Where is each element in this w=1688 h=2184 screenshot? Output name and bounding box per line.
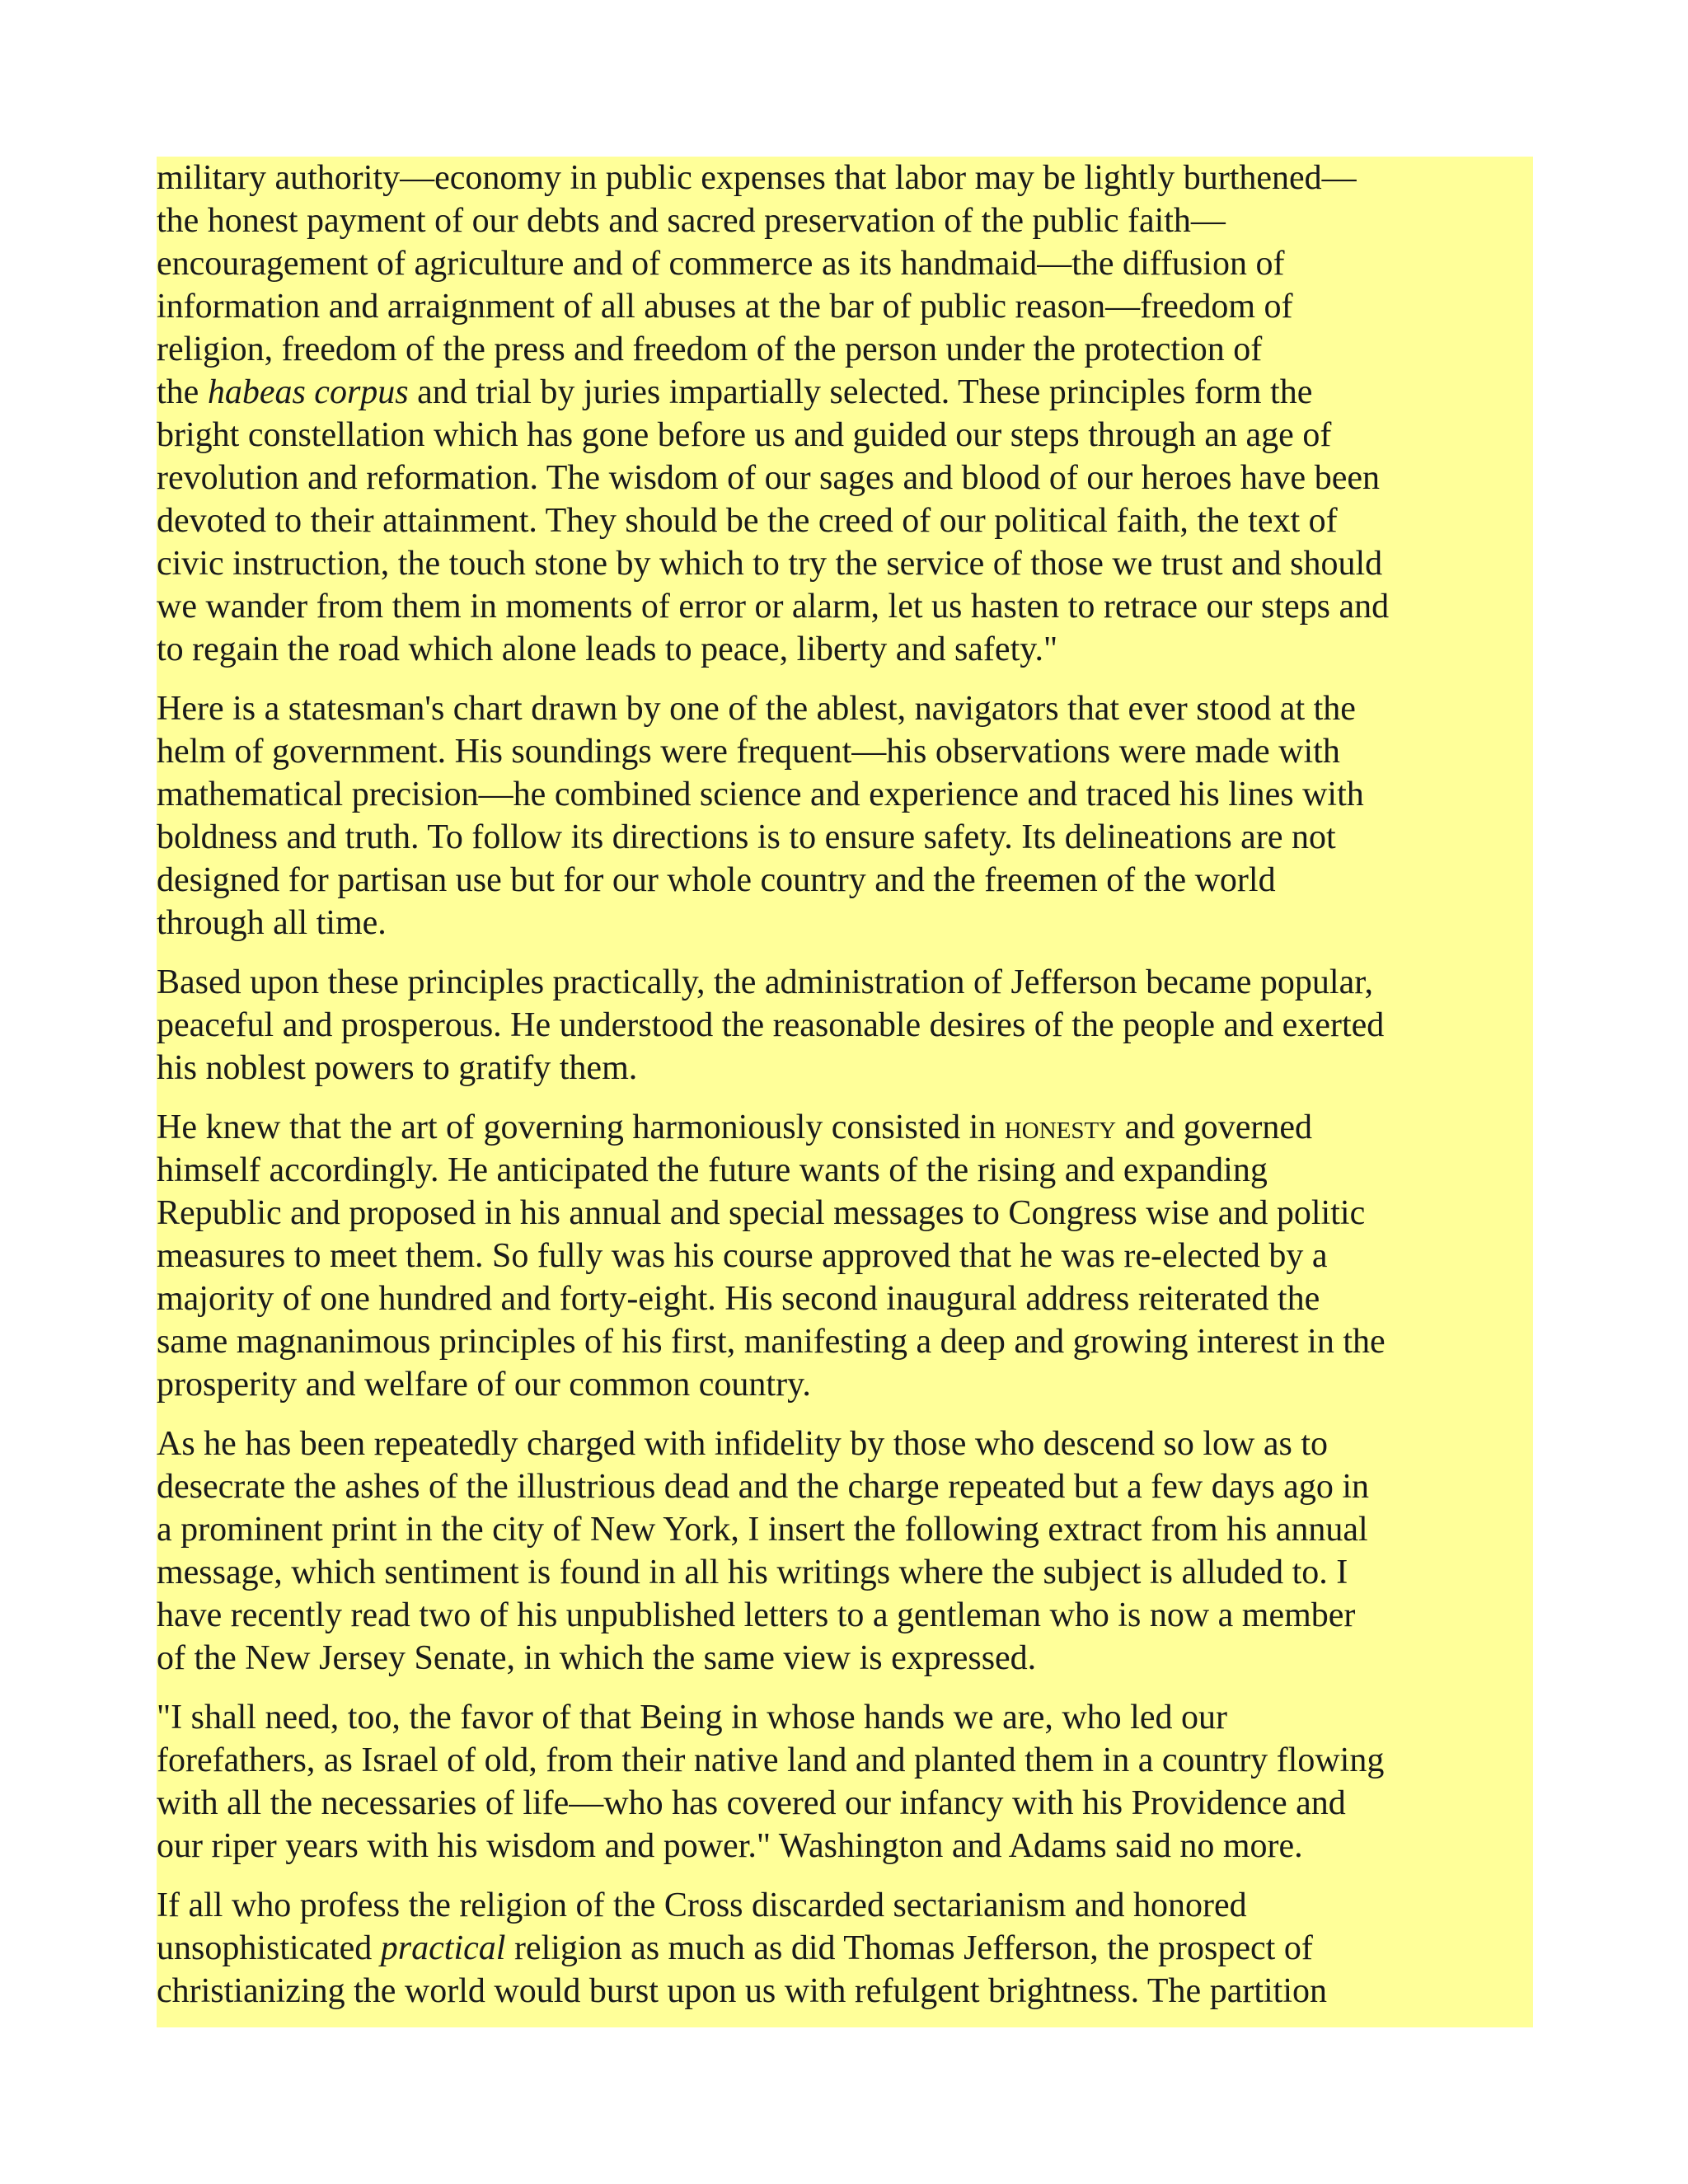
document-page	[157, 157, 1533, 2027]
paragraph-5: As he has been repeatedly charged with infidelity by those who descend so low as to desecrate the ashes of the illustrious dead and the charge repeated but a few days ago in a prominent print in the city of New York, I insert the following extract from his annual message, which sentiment is found in all his writings where the subject is alluded to. I have recently read two of his unpublished letters to a gentleman who is now a member of the New Jersey Senate, in which the same view is expressed.	[157, 1425, 1369, 1677]
paragraph-6-quote: "I shall need, too, the favor of that Being in whose hands we are, who led our forefathers, as Israel of old, from their native land and planted them in a country flowing with all the necessaries of life—who has covered our infancy with his Providence and our riper years with his wisdom and power." Washington and Adams said no more.	[157, 1699, 1385, 1865]
paragraph-1-text-b: and trial by juries impartially selected. These principles form the bright constellation which has gone before us and guided our steps through an age of revolution and reformation. The wisdom of our sages and blood of our heroes have been devoted to their attainment. They should be the creed of our political faith, the text of civic instruction, the touch stone by which to try the service of those we trust and should we wander from them in moments of error or alarm, let us hasten to retrace our steps and to regain the road which alone leads to peace, liberty and safety."	[157, 373, 1390, 668]
paragraph-7	[157, 1884, 1533, 2013]
paragraph-1-text-a: military authority—economy in public expenses that labor may be lightly burthened— the honest payment of our debts and sacred preservation of the public faith— encouragement of agriculture and of commerce as its handmaid—the diffusion of information and arraignment of all abuses at the bar of public reason—freedom of religion, freedom of the press and freedom of the person under the protection of the	[157, 159, 1357, 411]
paragraph-7-text-b: religion as much as did Thomas Jefferson, the prospect of christianizing the world would burst upon us with refulgent brightness. The partition	[157, 1929, 1328, 2010]
paragraph-4-text-a: He knew that the art of governing harmoniously consisted in	[157, 1108, 1005, 1146]
paragraph-2: Here is a statesman's chart drawn by one of the ablest, navigators that ever stood at the helm of government. His soundings were frequent—his observations were made with mathematical precision—he combined science and experience and traced his lines with boldness and truth. To follow its directions is to ensure safety. Its delineations are not designed for partisan use but for our whole country and the freemen of the world through all time.	[157, 690, 1364, 942]
paragraph-7-italic-practical: practical	[380, 1929, 506, 1967]
paragraph-1	[157, 157, 1533, 671]
paragraph-4	[157, 1106, 1533, 1406]
paragraph-1-italic-habeas-corpus: habeas corpus	[207, 373, 409, 411]
paragraph-7-text-a: If all who profess the religion of the Cross discarded sectarianism and honored unsophisticated	[157, 1886, 1247, 1967]
paragraph-4-smallcaps-honesty: honesty	[1004, 1108, 1117, 1146]
paragraph-3: Based upon these principles practically, the administration of Jefferson became popular, peaceful and prosperous. He understood the reasonable desires of the people and exerted his noblest powers to gratify them.	[157, 963, 1385, 1087]
paragraph-4-text-b: and governed himself accordingly. He anticipated the future wants of the rising and expanding Republic and proposed in his annual and special messages to Congress wise and politic measures to meet them. So fully was his course approved that he was re-elected by a majority of one hundred and forty-eight. His second inaugural address reiterated the same magnanimous principles of his first, manifesting a deep and growing interest in the prosperity and welfare of our common country.	[157, 1108, 1386, 1404]
